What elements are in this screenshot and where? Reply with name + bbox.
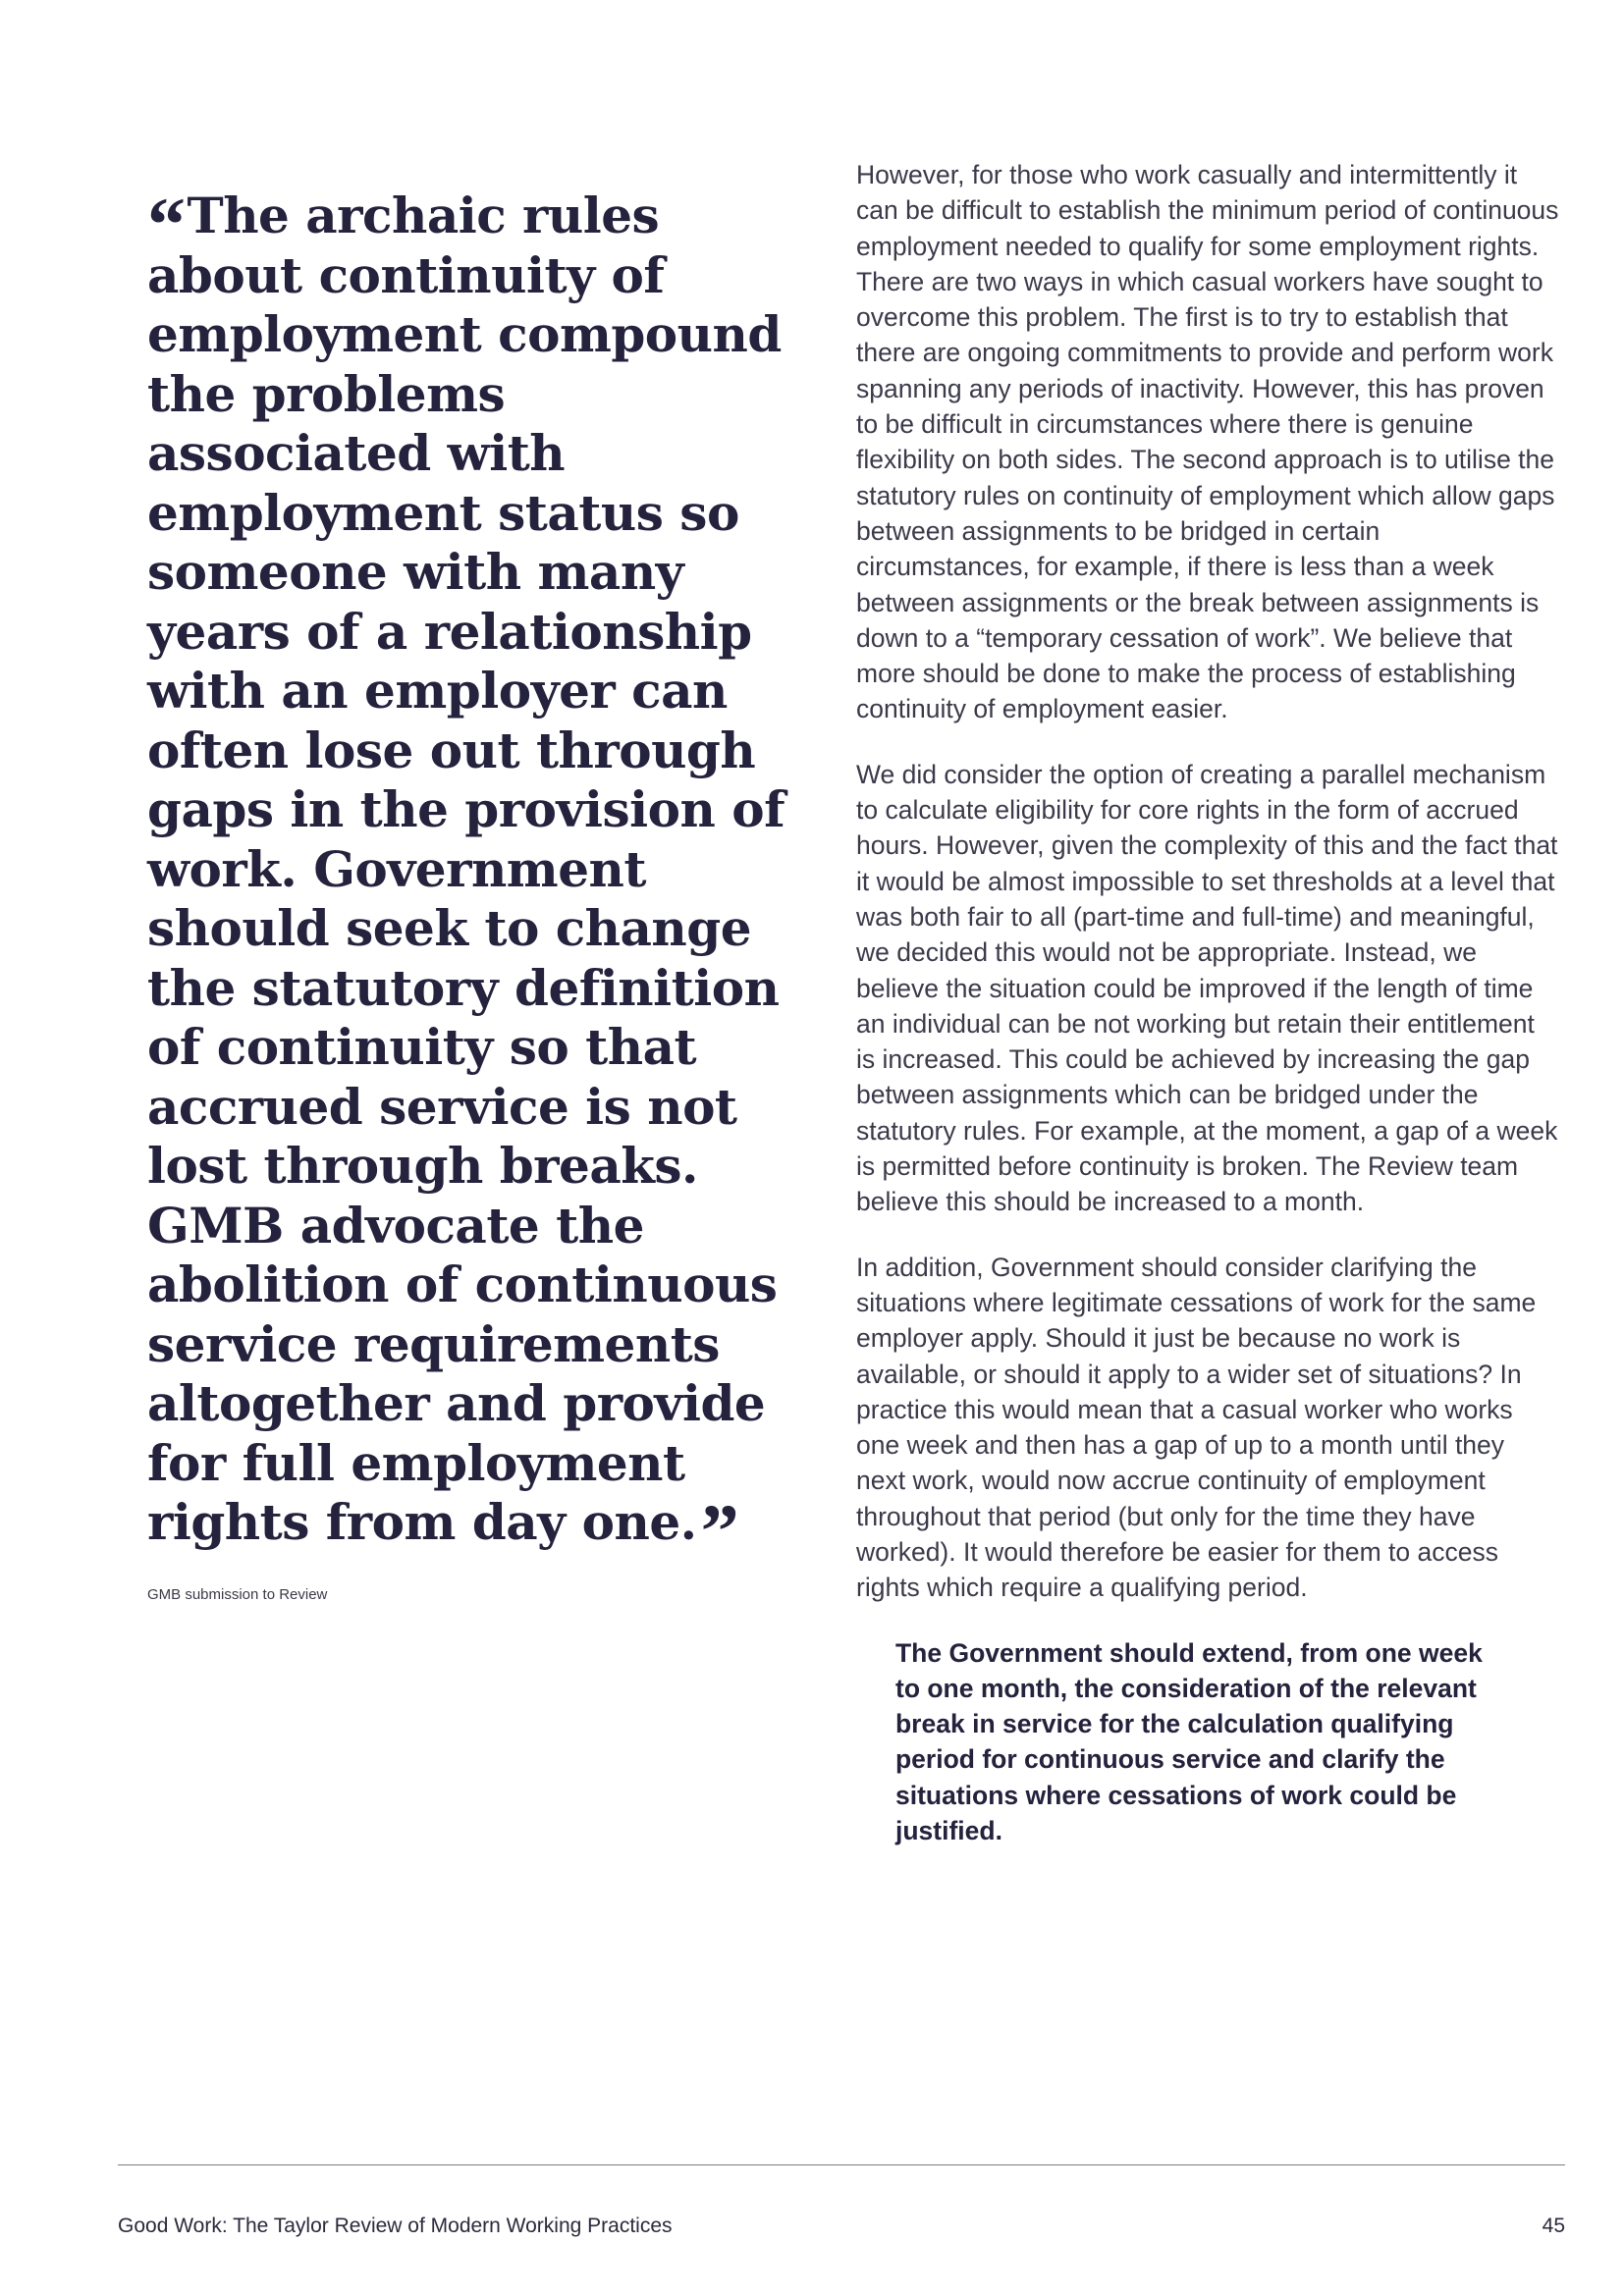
body-paragraph: In addition, Government should consider clarifying the situations where legitimate cessations of work for the same employer apply. Should it just be because no work is available, or should it apply to a wider set of situations? In practice this would mean that a casual worker who works one week and then has a gap of up to a month until they next work, would now accrue continuity of employment throughout that period (but only for the time they have worked). It would therefore be easier for them to access rights which require a qualifying period.	[856, 1252, 1537, 1603]
pull-quote-column	[147, 182, 795, 1603]
body-paragraph: However, for those who work casually and intermittently it can be difficult to establish the minimum period of continuous employment needed to qualify for some employment rights. There are two ways in which casual workers have sought to overcome this problem. The first is to try to establish that there are ongoing commitments to provide and perform work spanning any periods of inactivity. However, this has proven to be difficult in circumstances where there is genuine flexibility on both sides. The second approach is to utilise the statutory rules on continuity of employment which allow gaps between assignments to be bridged in certain circumstances, for example, if there is less than a week between assignments or the break between assignments is down to a “temporary cessation of work”. We believe that more should be done to make the process of establishing continuity of employment easier.	[856, 160, 1559, 724]
close-quote-mark: ”	[700, 1488, 739, 1574]
quote-attribution: GMB submission to Review	[147, 1585, 328, 1603]
pull-quote-text: The archaic rules about continuity of employment compound the problems associated with employment status so someone with many years of a relationship with an employer can often lose out through gaps in the provision of work. Government should seek to change the statutory definition of continuity so that accrued service is not lost through breaks. GMB advocate the abolition of continuous service requirements altogether and provide for full employment rights from day one.	[147, 187, 785, 1551]
open-quote-mark: “	[147, 182, 186, 267]
recommendation-text: The Government should extend, from one week to one month, the consideration of the relevant break in service for the calculation qualifying period for continuous service and clarify the situations where cessations of work could be justified.	[895, 1637, 1483, 1846]
body-paragraph: We did consider the option of creating a parallel mechanism to calculate eligibility for core rights in the form of accrued hours. However, given the complexity of this and the fact that it would be almost impossible to set thresholds at a level that was both fair to all (part-time and full-time) and meaningful, we decided this would not be appropriate. Instead, we believe the situation could be improved if the length of time an individual can be not working but retain their entitlement is increased. This could be achieved by increasing the gap between assignments which can be bridged under the statutory rules. For example, at the moment, a gap of a week is permitted before continuity is broken. The Review team believe this should be increased to a month.	[856, 759, 1558, 1217]
footer-divider	[118, 2164, 1565, 2165]
footer-document-title: Good Work: The Taylor Review of Modern Working Practices	[118, 2215, 673, 2237]
body-text-column	[856, 157, 1559, 1848]
page-number: 45	[1542, 2215, 1565, 2237]
pull-quote	[147, 182, 795, 1574]
